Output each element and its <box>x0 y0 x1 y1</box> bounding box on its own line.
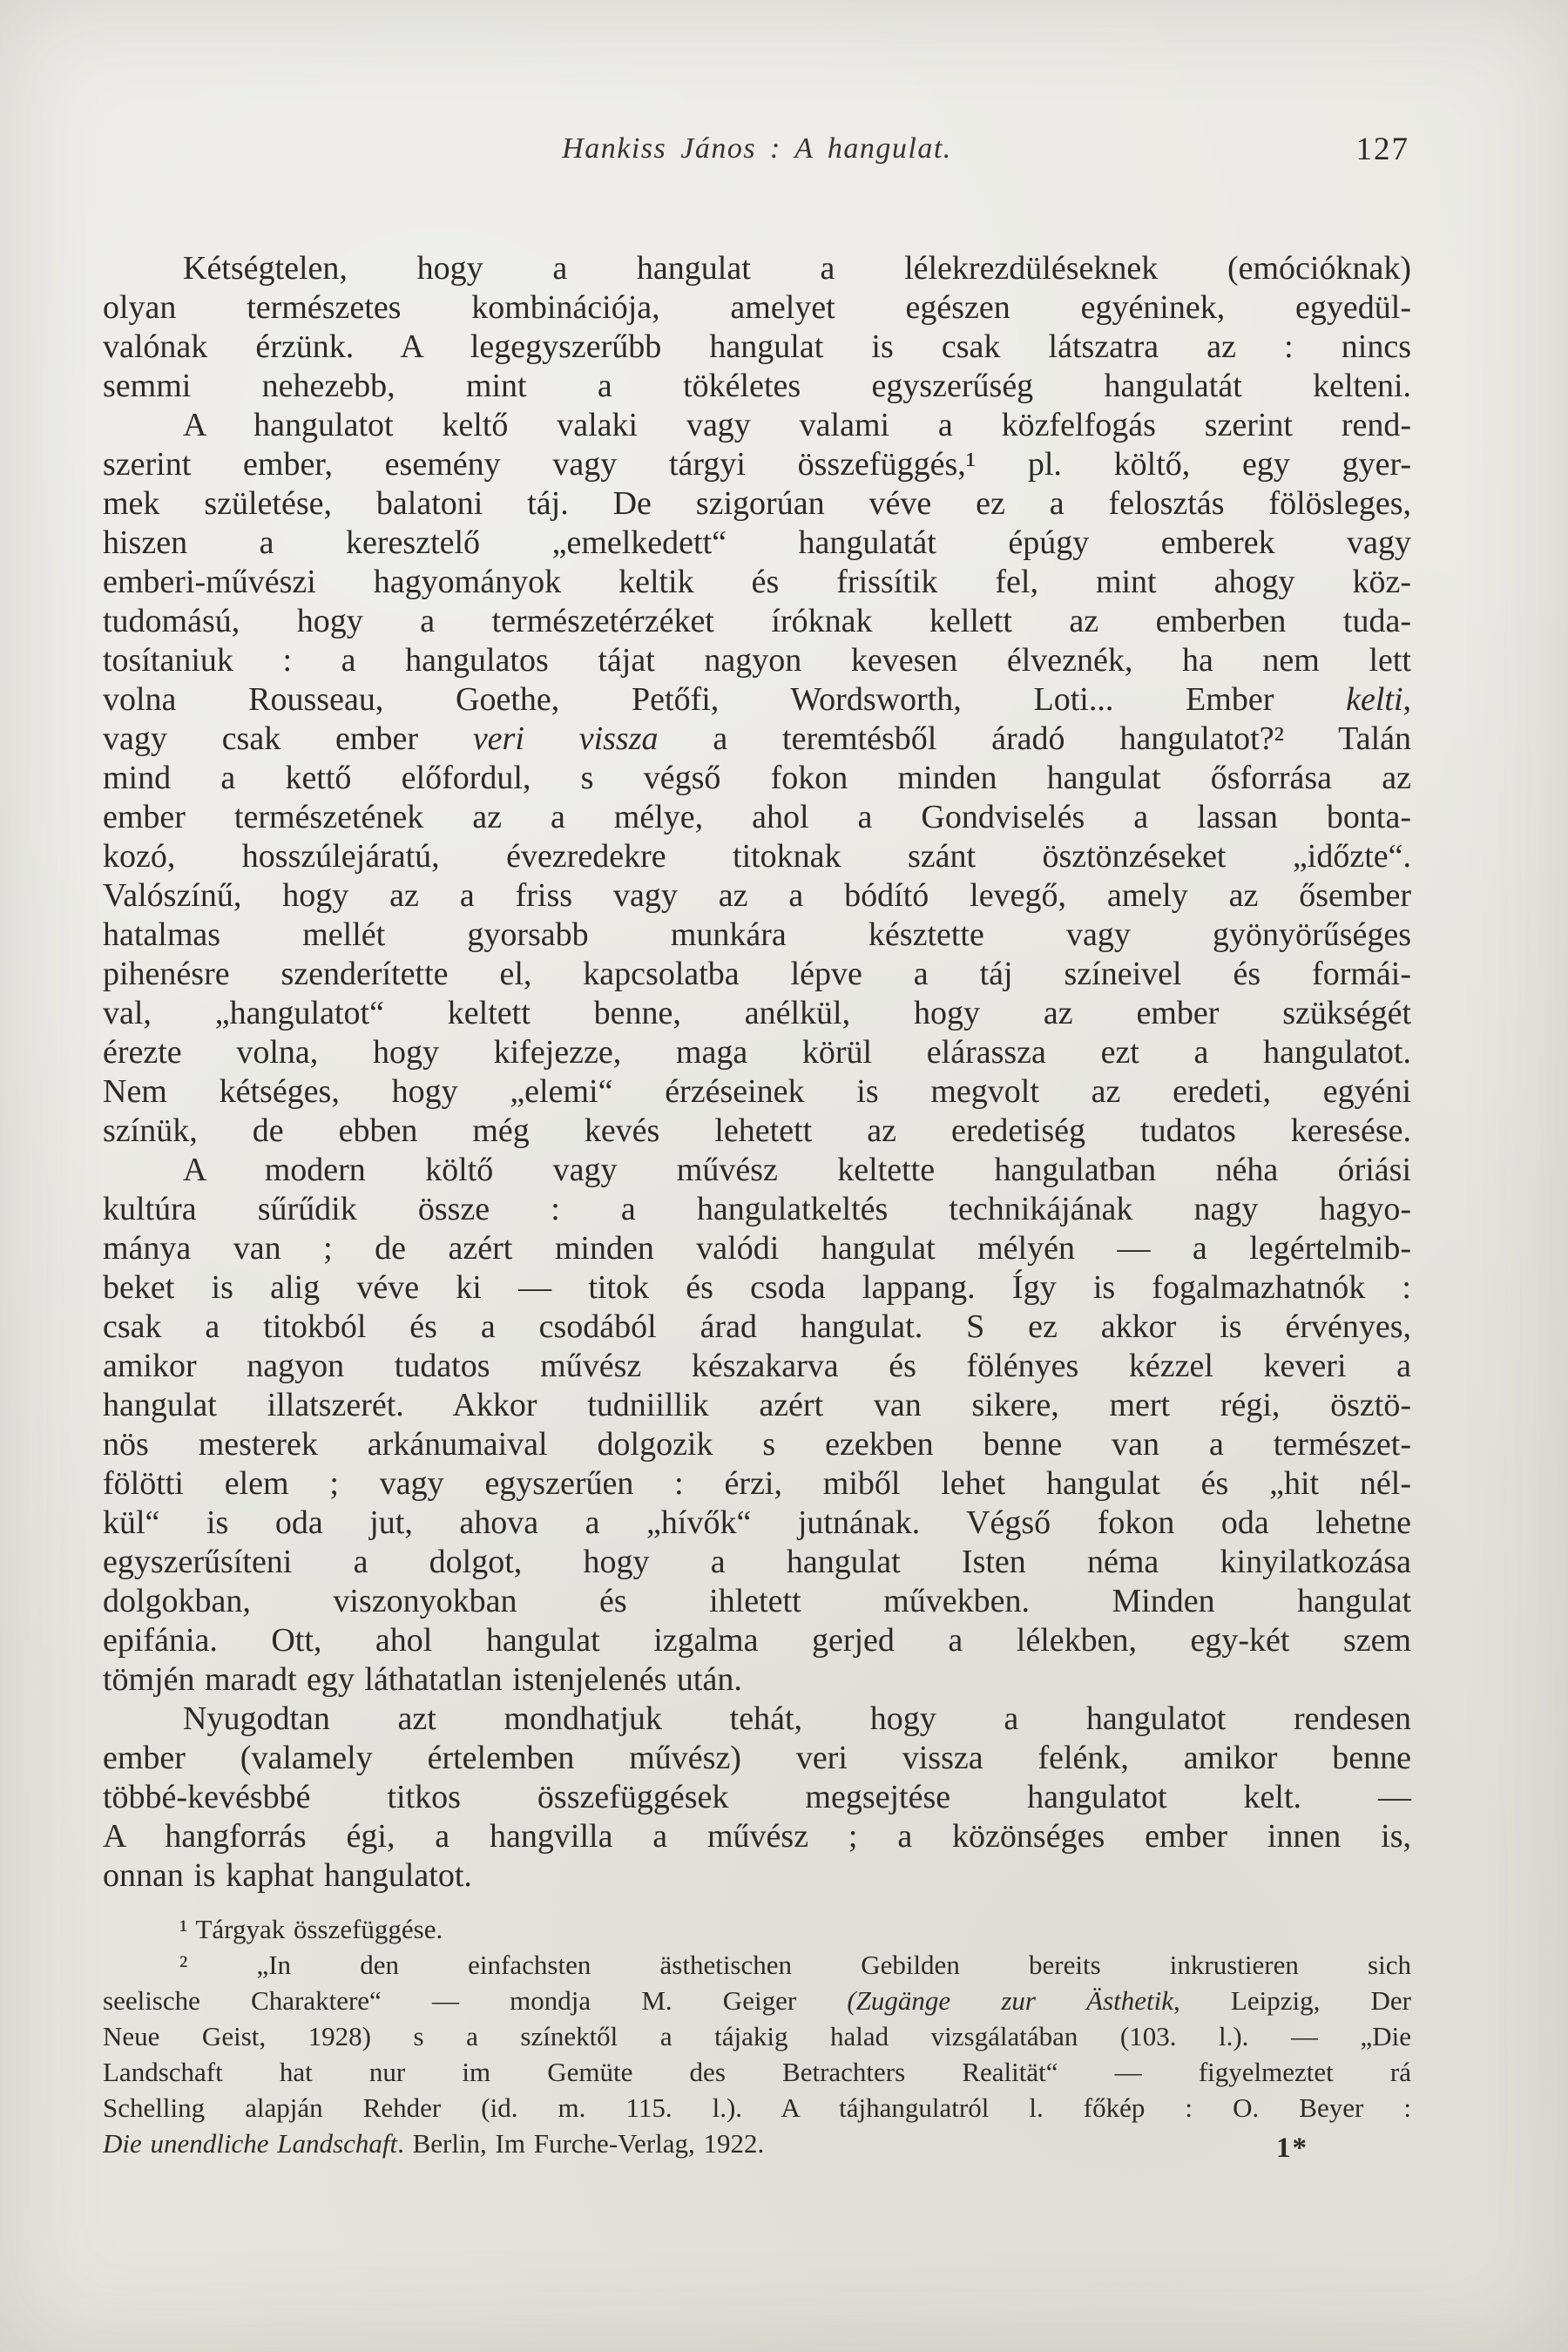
text-line: amikor nagyon tudatos művész készakarva és fölényes kézzel keveri a <box>103 1348 1411 1384</box>
text-line: hiszen a keresztelő „emelkedett“ hangulatát épúgy emberek vagy <box>103 524 1411 561</box>
text-line: onnan is kaphat hangulatot. <box>103 1857 472 1894</box>
text-line: mind a kettő előfordul, s végső fokon minden hangulat ősforrása az <box>103 760 1411 796</box>
text-line: nös mesterek arkánumaival dolgozik s ezekben benne van a természet- <box>103 1426 1411 1463</box>
text-line: dolgokban, viszonyokban és ihletett művekben. Minden hangulat <box>103 1583 1411 1619</box>
text-line <box>103 720 1411 759</box>
text-segment: kelti <box>1346 681 1403 718</box>
text-line <box>103 1983 1411 2018</box>
text-line: Landschaft hat nur im Gemüte des Betrachters Realität“ — figyelmeztet rá <box>103 2057 1411 2087</box>
page-number: 127 <box>1355 132 1409 167</box>
text-segment: seelische Charaktere“ — mondja M. Geiger <box>103 1985 848 2016</box>
text-segment: , Leipzig, Der <box>1173 1985 1412 2016</box>
text-line: többé-kevésbbé titkos összefüggések megsejtése hangulatot kelt. — <box>103 1779 1411 1815</box>
text-line: kultúra sűrűdik össze : a hangulatkeltés technikájának nagy hagyo- <box>103 1191 1411 1227</box>
text-segment: Die unendliche Landschaft <box>103 2128 398 2159</box>
text-segment: a teremtésből áradó hangulatot?² Talán <box>658 720 1411 757</box>
text-line: ember természetének az a mélye, ahol a Gondviselés a lassan bonta- <box>103 799 1411 835</box>
text-line: val, „hangulatot“ keltett benne, anélkül, hogy az ember szükségét <box>103 995 1411 1031</box>
text-line: ember (valamely értelemben művész) veri vissza felénk, amikor benne <box>103 1740 1411 1776</box>
text-segment: vagy csak ember <box>103 720 473 757</box>
text-line: valónak érzünk. A legegyszerűbb hangulat is csak látszatra az : nincs <box>103 328 1411 365</box>
text-line: csak a titokból és a csodából árad hangulat. S ez akkor is érvényes, <box>103 1308 1411 1345</box>
text-line: A hangforrás égi, a hangvilla a művész ; a közönséges ember innen is, <box>103 1818 1411 1855</box>
text-line <box>103 680 1411 720</box>
text-line: A hangulatot keltő valaki vagy valami a közfelfogás szerint rend- <box>183 407 1411 443</box>
running-header <box>103 132 1411 176</box>
text-line: ² „In den einfachsten ästhetischen Gebilden bereits inkrustieren sich <box>179 1950 1411 1980</box>
text-line: hangulat illatszerét. Akkor tudniillik azért van sikere, mert régi, ösztö- <box>103 1387 1411 1423</box>
text-line: Nyugodtan azt mondhatjuk tehát, hogy a hangulatot rendesen <box>183 1700 1411 1737</box>
running-header-title: Hankiss János : A hangulat. <box>562 132 952 165</box>
signature-line <box>103 2132 1411 2165</box>
text-line: egyszerűsíteni a dolgot, hogy a hangulat Isten néma kinyilatkozása <box>103 1544 1411 1580</box>
text-line: fölötti elem ; vagy egyszerűen : érzi, miből lehet hangulat és „hit nél- <box>103 1465 1411 1502</box>
text-line: pihenésre szenderítette el, kapcsolatba lépve a táj színeivel és formái- <box>103 956 1411 992</box>
text-segment: (Zugänge zur Ästhetik <box>847 1985 1173 2016</box>
text-segment: veri vissza <box>472 720 659 757</box>
text-line: semmi nehezebb, mint a tökéletes egyszerűség hangulatát kelteni. <box>103 368 1411 404</box>
text-line: kül“ is oda jut, ahova a „hívők“ jutnának. Végső fokon oda lehetne <box>103 1504 1411 1541</box>
text-line: mánya van ; de azért minden valódi hangulat mélyén — a legértelmib- <box>103 1230 1411 1267</box>
text-line: emberi-művészi hagyományok keltik és frissítik fel, mint ahogy köz- <box>103 564 1411 600</box>
text-line: kozó, hosszúlejáratú, évezredekre titoknak szánt ösztönzéseket „időzte“. <box>103 838 1411 875</box>
text-line: színük, de ebben még kevés lehetett az eredetiség tudatos keresése. <box>103 1112 1411 1149</box>
text-line: Valószínű, hogy az a friss vagy az a bódító levegő, amely az ősember <box>103 877 1411 914</box>
signature-mark: 1* <box>1276 2132 1308 2164</box>
text-line: ¹ Tárgyak összefüggése. <box>179 1914 443 1944</box>
text-line: szerint ember, esemény vagy tárgyi összefüggés,¹ pl. költő, egy gyer- <box>103 446 1411 483</box>
text-line: mek születése, balatoni táj. De szigorúan véve ez a felosztás fölösleges, <box>103 485 1411 522</box>
text-segment: , <box>1402 681 1411 718</box>
text-line: tömjén maradt egy láthatatlan istenjelenés után. <box>103 1661 742 1698</box>
text-line: hatalmas mellét gyorsabb munkára késztette vagy gyönyörűséges <box>103 916 1411 953</box>
text-line: érezte volna, hogy kifejezze, maga körül elárassza ezt a hangulatot. <box>103 1034 1411 1071</box>
text-line: Neue Geist, 1928) s a színektől a tájakig halad vizsgálatában (103. l.). — „Die <box>103 2021 1411 2051</box>
text-line: Nem kétséges, hogy „elemi“ érzéseinek is megvolt az eredeti, egyéni <box>103 1073 1411 1110</box>
text-segment: volna Rousseau, Goethe, Petőfi, Wordsworth, Loti... Ember <box>103 681 1347 718</box>
text-line: Kétségtelen, hogy a hangulat a lélekrezdüléseknek (emócióknak) <box>183 250 1411 287</box>
text-line: beket is alig véve ki — titok és csoda lappang. Így is fogalmazhatnók : <box>103 1269 1411 1306</box>
footnotes <box>103 1911 1411 2161</box>
text-segment: . Berlin, Im Furche-Verlag, 1922. <box>397 2128 765 2159</box>
text-line: tosítaniuk : a hangulatos tájat nagyon kevesen élveznék, ha nem lett <box>103 642 1411 679</box>
text-line: epifánia. Ott, ahol hangulat izgalma gerjed a lélekben, egy-két szem <box>103 1622 1411 1659</box>
text-line: olyan természetes kombinációja, amelyet egészen egyéninek, egyedül- <box>103 289 1411 326</box>
text-line: tudomású, hogy a természetérzéket íróknak kellett az emberben tuda- <box>103 603 1411 639</box>
article-body <box>103 249 1411 1896</box>
text-line: Schelling alapján Rehder (id. m. 115. l.). A tájhangulatról l. főkép : O. Beyer : <box>103 2092 1411 2123</box>
text-line: A modern költő vagy művész keltette hangulatban néha óriási <box>183 1152 1411 1188</box>
